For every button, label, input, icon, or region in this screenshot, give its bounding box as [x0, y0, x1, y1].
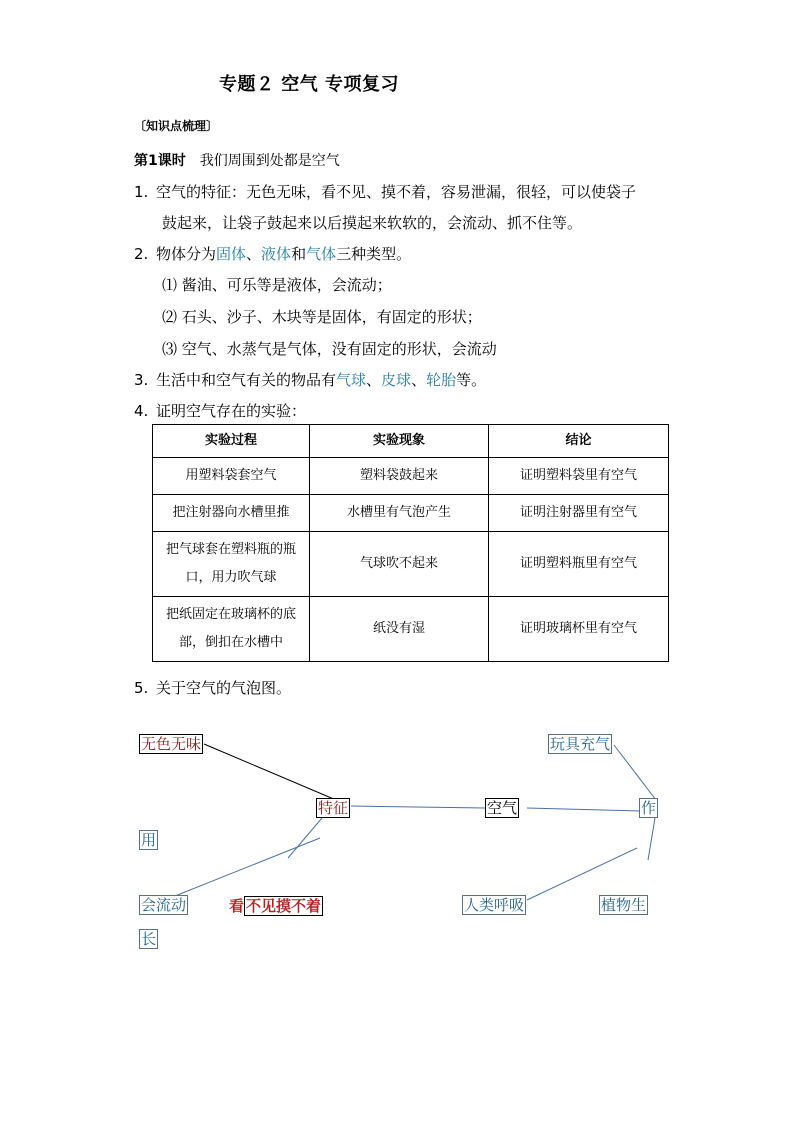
bubble-plant-part-1: 植物生 [601, 896, 647, 914]
term-ball: 皮球 [381, 371, 412, 389]
connector-feature-air [351, 806, 485, 808]
item-5-text: 关于空气的气泡图。 [156, 679, 292, 697]
table-cell: 证明塑料瓶里有空气 [489, 532, 669, 597]
connector-toy-role [614, 745, 656, 800]
page-title: 专题２ 空气 专项复习 [219, 74, 400, 95]
bubble-plant-part-2: 长 [141, 930, 157, 948]
table-cell: 气球吹不起来 [310, 532, 489, 597]
item-2-post: 三种类型。 [336, 245, 412, 263]
lesson-topic: 我们周围到处都是空气 [199, 153, 340, 169]
bubble-air: 空气 [487, 799, 518, 817]
bubble-breathe: 人类呼吸 [464, 896, 525, 914]
bubble-toy: 玩具充气 [550, 735, 611, 753]
connector-feature-see [288, 818, 322, 858]
item-2-sub-1: ⑴ 酱油、可乐等是液体，会流动； [162, 276, 392, 294]
item-3-post: 等。 [456, 371, 487, 389]
term-liquid: 液体 [261, 245, 292, 263]
bubble-role-part-2: 用 [141, 831, 157, 849]
item-1-number: 1. [134, 183, 149, 201]
table-cell: 证明塑料袋里有空气 [489, 458, 669, 495]
table-cell: 水槽里有气泡产生 [310, 495, 489, 532]
item-5-number: 5. [134, 679, 149, 697]
table-cell: 把纸固定在玻璃杯的底部，倒扣在水槽中 [153, 597, 310, 662]
table-cell: 证明注射器里有空气 [489, 495, 669, 532]
item-1-text: 空气的特征：无色无味，看不见、摸不着，容易泄漏，很轻，可以使袋子 [156, 183, 637, 201]
item-3-pre: 生活中和空气有关的物品有 [156, 371, 337, 389]
table-cell: 用塑料袋套空气 [153, 458, 310, 495]
item-3-number: 3. [134, 371, 149, 389]
connector-role-breathe [527, 848, 637, 900]
item-2-number: 2. [134, 245, 149, 263]
bubble-see-part-1: 看 [229, 897, 245, 915]
item-2-sub-3: ⑶ 空气、水蒸气是气体，没有固定的形状，会流动 [162, 340, 497, 358]
bubble-flow: 会流动 [141, 896, 187, 914]
table-header: 实验现象 [310, 425, 489, 458]
table-cell: 证明玻璃杯里有空气 [489, 597, 669, 662]
table-cell: 纸没有湿 [310, 597, 489, 662]
term-tire: 轮胎 [426, 371, 457, 389]
item-4-text: 证明空气存在的实验： [156, 402, 307, 420]
table-cell: 塑料袋鼓起来 [310, 458, 489, 495]
term-gas: 气体 [306, 245, 337, 263]
term-solid: 固体 [216, 245, 247, 263]
term-balloon: 气球 [336, 371, 367, 389]
connector-colorless-feature [204, 744, 336, 800]
bubble-feature: 特征 [318, 799, 349, 817]
lesson-label: 第1课时 [134, 153, 186, 169]
item-2-sep: 、 [246, 245, 262, 263]
item-2-sub-2: ⑵ 石头、沙子、木块等是固体，有固定的形状； [162, 308, 482, 326]
item-2-pre: 物体分为 [156, 245, 217, 263]
connector-role-plant [648, 818, 655, 860]
bubble-see [229, 895, 323, 916]
bubble-colorless: 无色无味 [141, 735, 202, 753]
bubble-role-part-1: 作 [641, 799, 657, 817]
table-cell: 把注射器向水槽里推 [153, 495, 310, 532]
item-3-sep-1: 、 [366, 371, 382, 389]
item-3-sep-2: 、 [411, 371, 427, 389]
table-cell: 把气球套在塑料瓶的瓶口，用力吹气球 [153, 532, 310, 597]
section-heading: 〔知识点梳理〕 [134, 119, 219, 133]
table-header: 实验过程 [153, 425, 310, 458]
item-1-line-2: 鼓起来，让袋子鼓起来以后摸起来软软的，会流动、抓不住等。 [162, 214, 583, 232]
connector-air-role [527, 808, 640, 811]
item-4-number: 4. [134, 402, 149, 420]
item-2-and: 和 [291, 245, 307, 263]
table-header: 结论 [489, 425, 669, 458]
bubble-see-part-2: 不见摸不着 [246, 897, 322, 915]
